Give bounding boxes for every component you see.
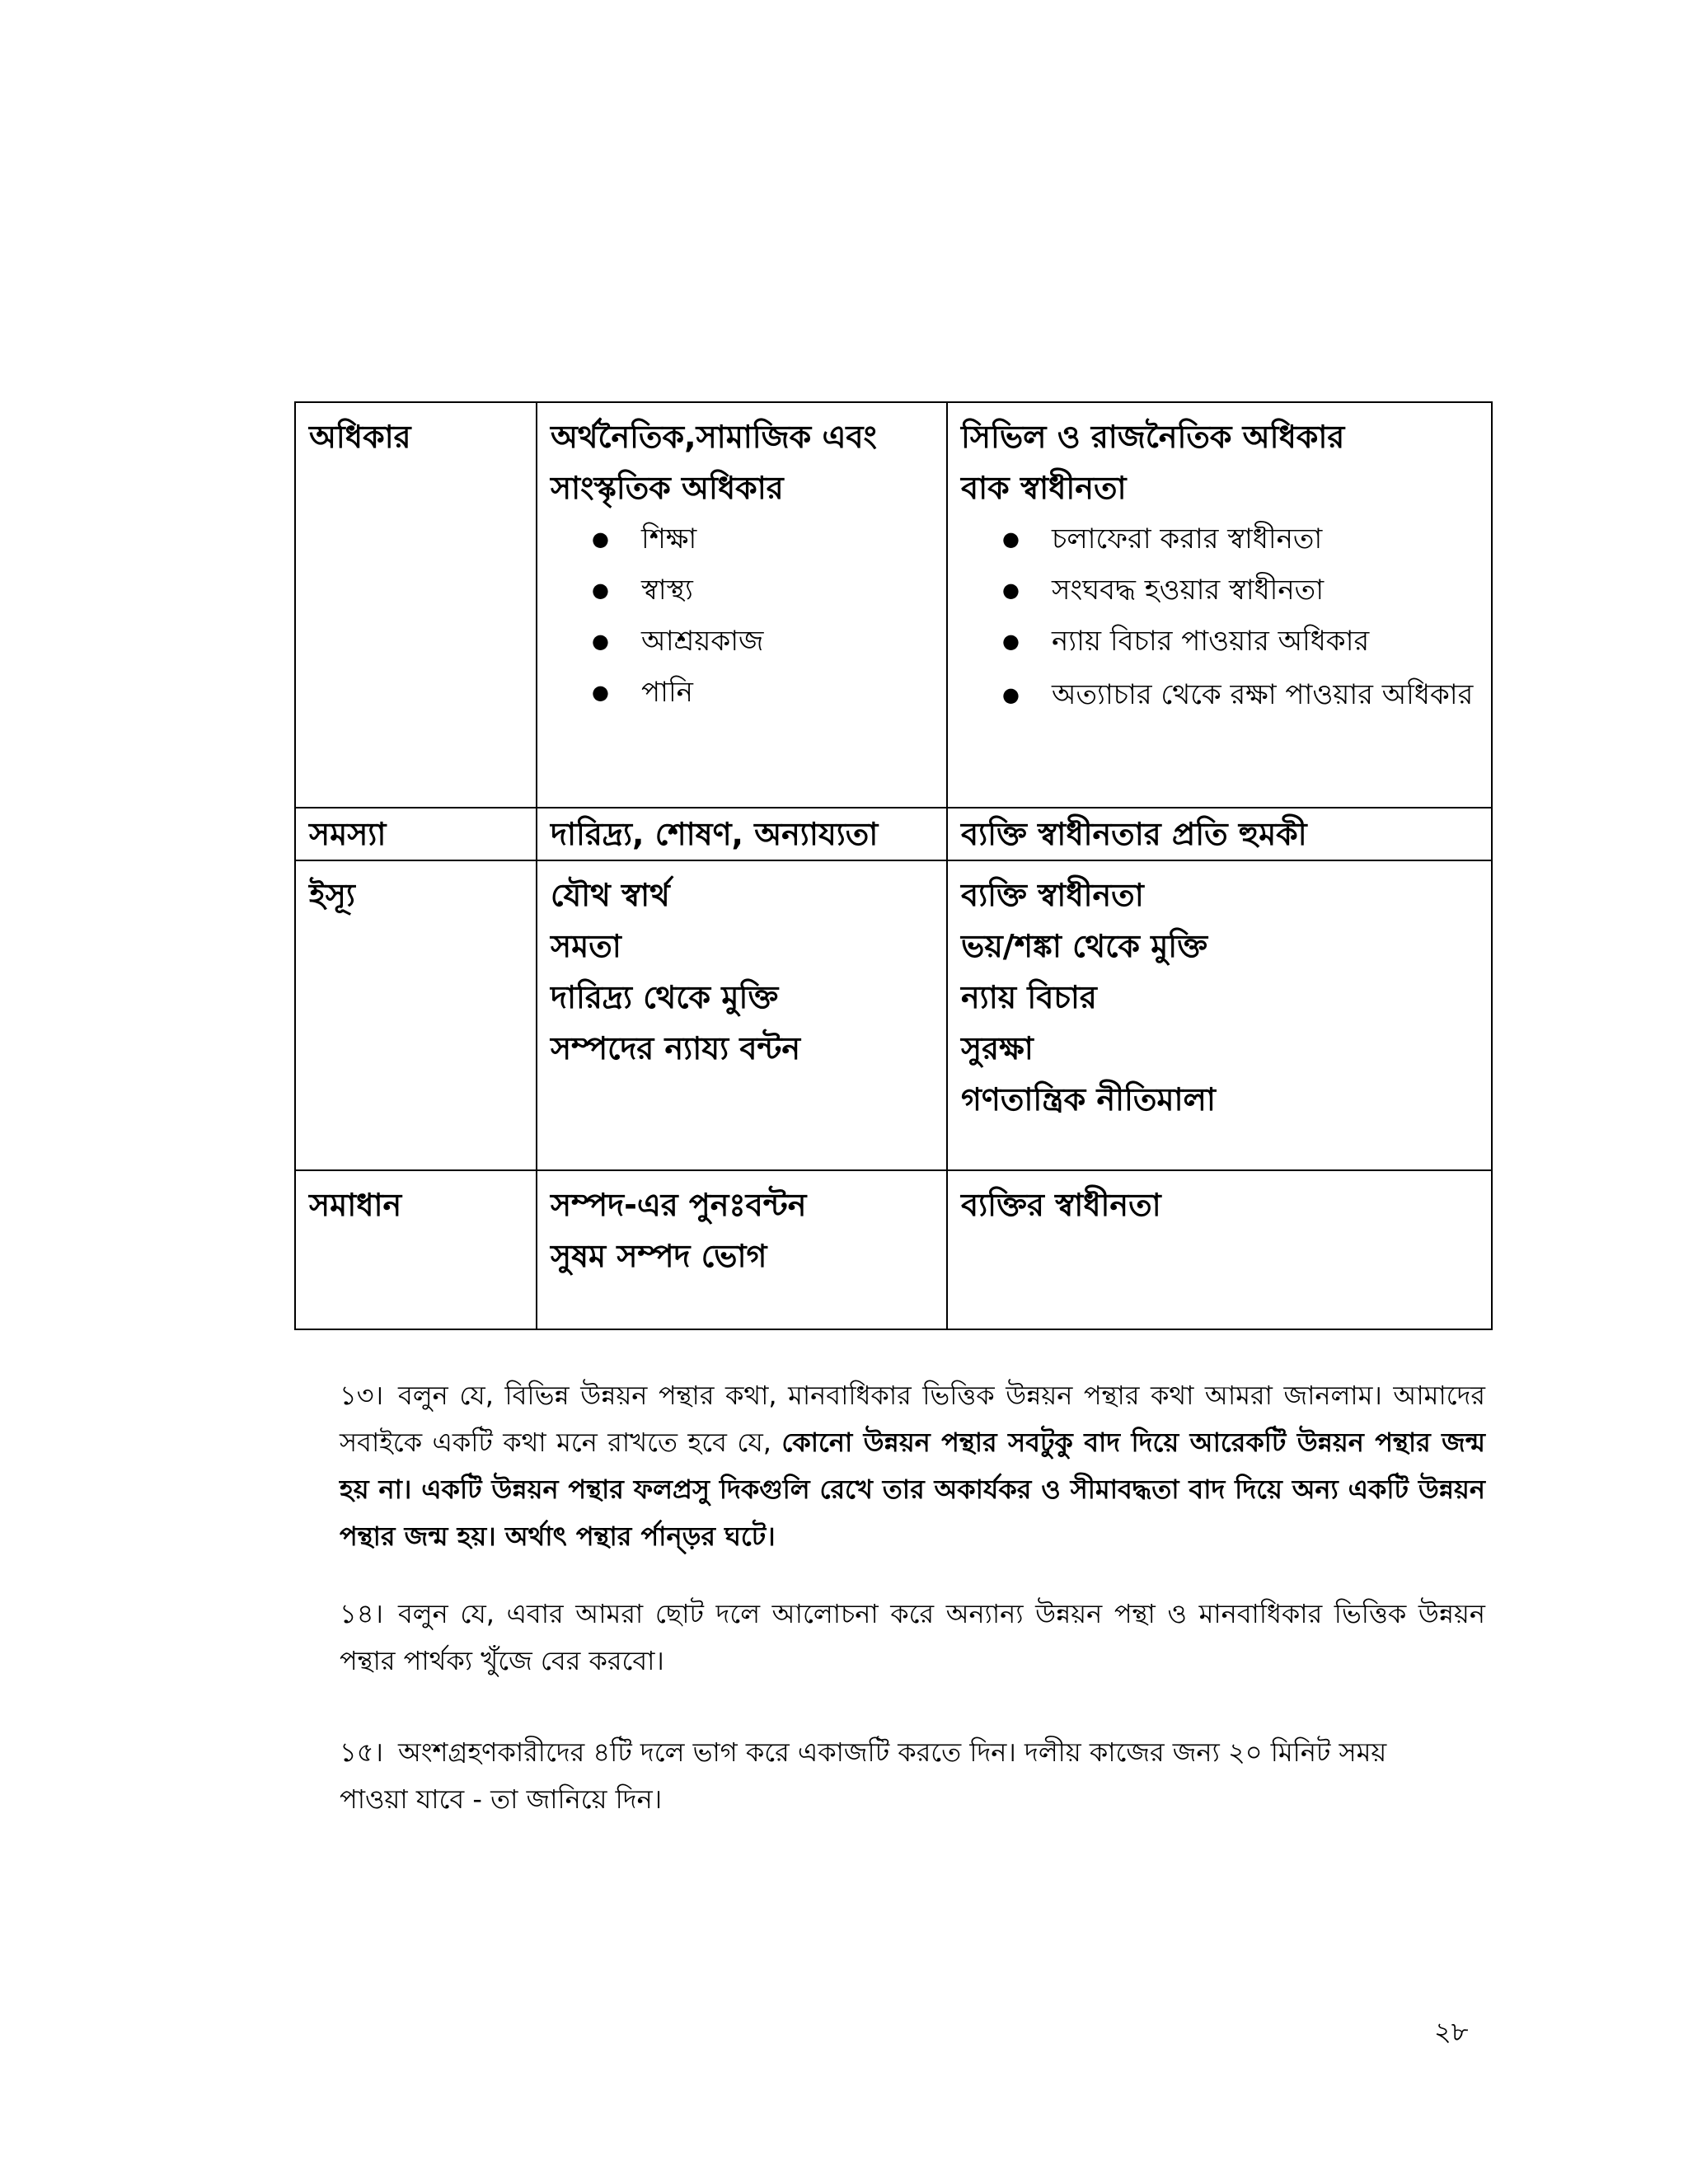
row-label: অধিকার xyxy=(295,402,537,808)
table-row-problem xyxy=(295,808,1492,860)
solution-col2: সম্পদ-এর পুনঃবন্টন সুষম সম্পদ ভোগ xyxy=(537,1170,947,1329)
problem-col3: ব্যক্তি স্বাধীনতার প্রতি হুমকী xyxy=(947,808,1492,860)
problem-col2: দারিদ্র্য, শোষণ, অন্যায্যতা xyxy=(537,808,947,860)
econ-rights-list xyxy=(551,513,933,718)
table-row-rights xyxy=(295,402,1492,808)
list-item: ● আশ্রয়কাজ xyxy=(641,616,933,667)
civil-political-cell: সিভিল ও রাজনৈতিক অধিকার বাক স্বাধীনতা ● চলাফেরা করার স্বাধীনতা ● সংঘবদ্ধ হওয়ার স্বাধীনতা ● ন্যায় বিচার পাওয়ার অধিকার ● অত্যাচার থেকে রক্ষা পাওয়ার অধিকার xyxy=(947,402,1492,808)
list-item: ● সংঘবদ্ধ হওয়ার স্বাধীনতা xyxy=(1052,565,1478,616)
row-label: সমস্যা xyxy=(295,808,537,860)
rights-comparison-table xyxy=(294,401,1493,1330)
issue-col3: ব্যক্তি স্বাধীনতা ভয়/শঙ্কা থেকে মুক্তি ন্যায় বিচার সুরক্ষা গণতান্ত্রিক নীতিমালা xyxy=(947,860,1492,1170)
civil-rights-list xyxy=(961,513,1478,716)
list-item: ● অত্যাচার থেকে রক্ষা পাওয়ার অধিকার xyxy=(1052,673,1478,716)
paragraph-15: ১৫। অংশগ্রহণকারীদের ৪টি দলে ভাগ করে একাজটি করতে দিন। দলীয় কাজের জন্য ২০ মিনিট সময় পাওয়া যাবে - তা জানিয়ে দিন। xyxy=(340,1736,1387,1815)
list-item: ● ন্যায় বিচার পাওয়ার অধিকার xyxy=(1052,616,1478,667)
issue-col2: যৌথ স্বার্থ সমতা দারিদ্র্য থেকে মুক্তি সম্পদের ন্যায্য বন্টন xyxy=(537,860,947,1170)
list-item: ● স্বাস্থ্য xyxy=(641,565,933,616)
solution-col3: ব্যক্তির স্বাধীনতা xyxy=(947,1170,1492,1329)
list-item: ● পানি xyxy=(641,667,933,718)
table-row-solution xyxy=(295,1170,1492,1329)
row-label: সমাধান xyxy=(295,1170,537,1329)
page-number: ২৮ xyxy=(1434,2016,1469,2047)
list-item: ● চলাফেরা করার স্বাধীনতা xyxy=(1052,513,1478,565)
list-item: ● শিক্ষা xyxy=(641,513,933,565)
table-row-issue xyxy=(295,860,1492,1170)
paragraph-13: ১৩। বলুন যে, বিভিন্ন উন্নয়ন পন্থার কথা, মানবাধিকার ভিত্তিক উন্নয়ন পন্থার কথা আমরা জানলাম। আমাদের সবাইকে একটি কথা মনে রাখতে হবে যে, কোনো উন্নয়ন পন্থার সবটুকু বাদ দিয়ে আরেকটি উন্নয়ন পন্থার জন্ম হয় না। একটি উন্নয়ন পন্থার ফলপ্রসু দিকগুলি রেখে তার অকার্যকর ও সীমাবদ্ধতা বাদ দিয়ে অন্য একটি উন্নয়ন পন্থার জন্ম হয়। অর্থাৎ পন্থার র্পান্ড়র ঘটে। xyxy=(340,1380,1485,1552)
econ-social-cell: অর্থনৈতিক,সামাজিক এবং সাংস্কৃতিক অধিকার ● শিক্ষা ● স্বাস্থ্য ● আশ্রয়কাজ ● পানি xyxy=(537,402,947,808)
paragraph-14: ১৪। বলুন যে, এবার আমরা ছোট দলে আলোচনা করে অন্যান্য উন্নয়ন পন্থা ও মানবাধিকার ভিত্তিক উন্নয়ন পন্থার পার্থক্য খুঁজে বের করবো। xyxy=(340,1598,1485,1676)
row-label: ইস্যূ xyxy=(295,860,537,1170)
